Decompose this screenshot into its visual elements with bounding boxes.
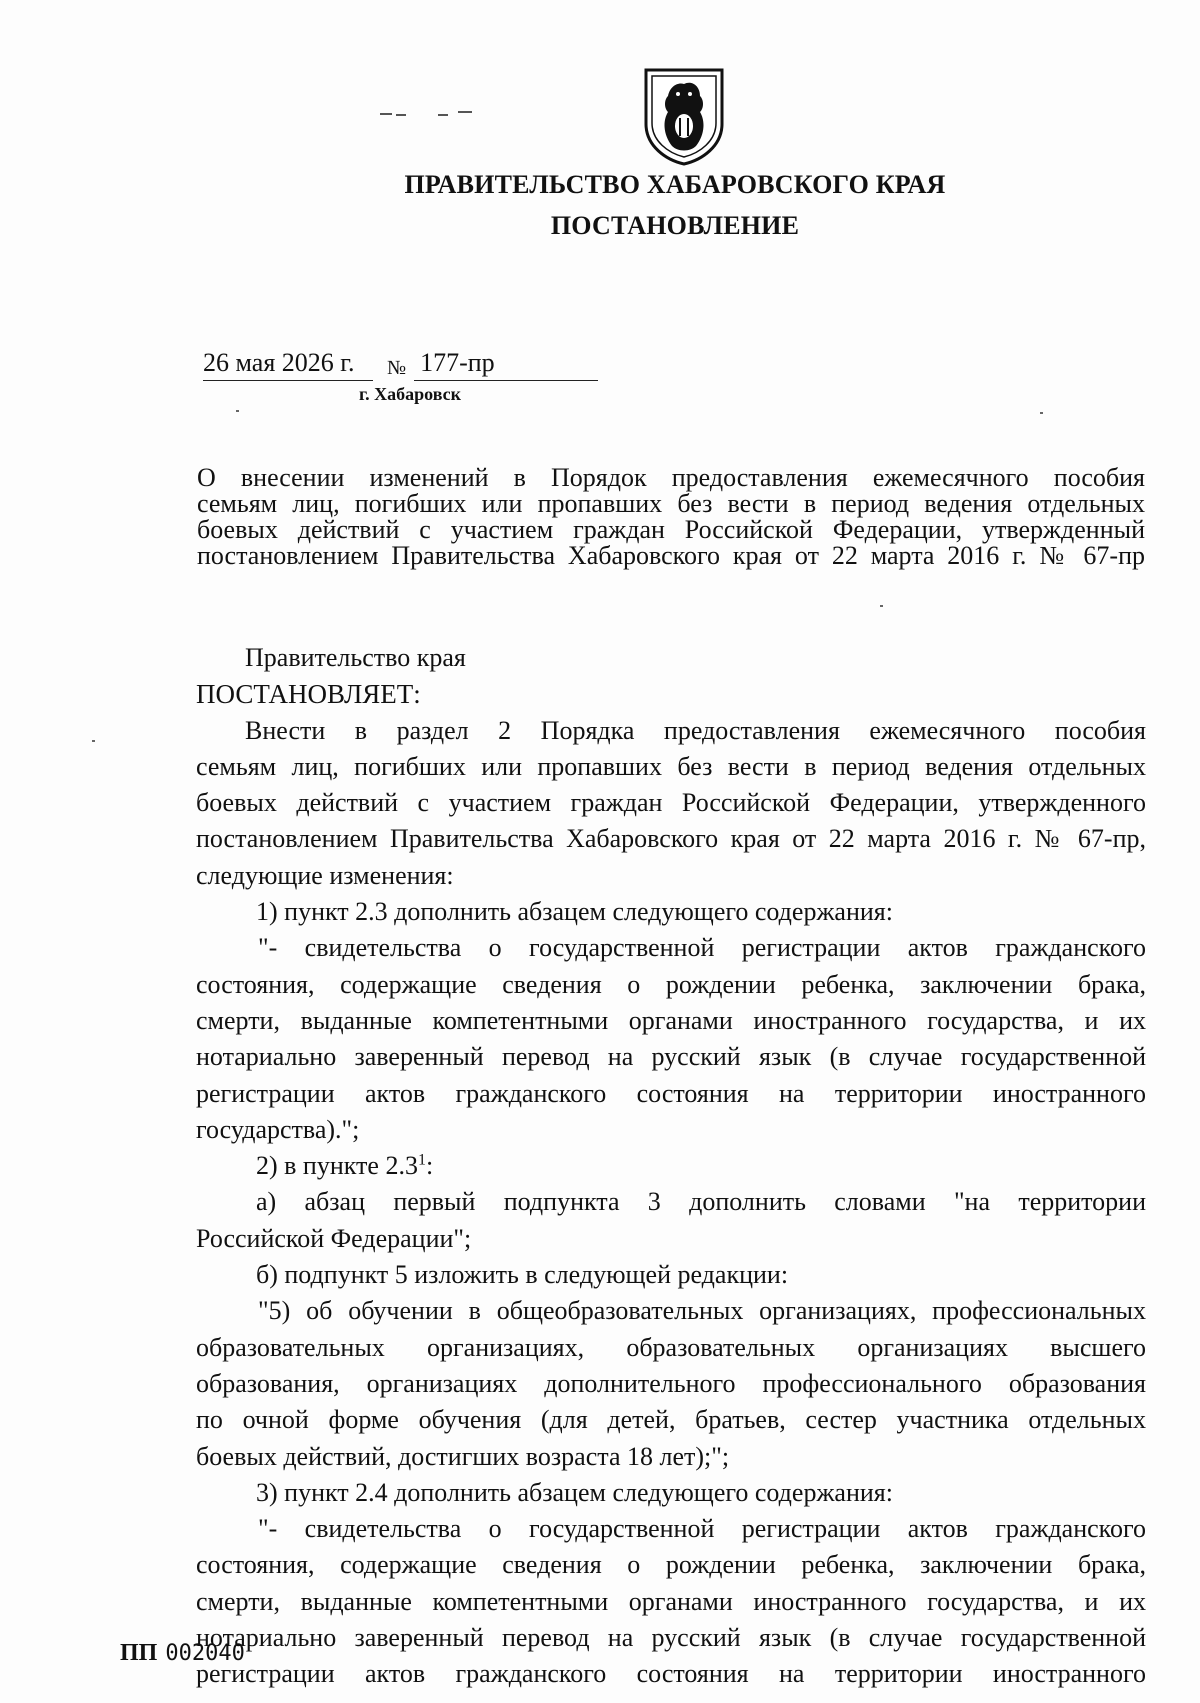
form-series: ПП — [120, 1640, 158, 1666]
document-date: 26 мая 2026 г. — [203, 348, 373, 381]
scan-artifact — [92, 740, 95, 742]
body-line: постановлением Правительства Хабаровского края от 22 марта 2016 г. № 67-пр, — [196, 824, 1146, 854]
scan-artifact — [1040, 412, 1043, 414]
body-line: нотариально заверенный перевод на русский язык (в случае государственной — [196, 1042, 1146, 1072]
body-line: состояния, содержащие сведения о рождении ребенка, заключении брака, — [196, 969, 1146, 999]
body-line: боевых действий, достигших возраста 18 лет);"; — [196, 1441, 730, 1471]
document-city: г. Хабаровск — [359, 384, 462, 404]
body-line-2-3 — [196, 1148, 1146, 1184]
scan-artifact — [438, 114, 448, 116]
body-line: состояния, содержащие сведения о рождении ребенка, заключении брака, — [196, 1550, 1146, 1580]
document-number: 177-пр — [414, 348, 598, 381]
scan-artifact — [380, 113, 392, 115]
scan-artifact — [396, 114, 406, 116]
body-line: Российской Федерации"; — [196, 1223, 472, 1253]
body-line: нотариально заверенный перевод на русский язык (в случае государственной — [196, 1623, 1146, 1653]
superscript: 1 — [417, 1151, 426, 1169]
body-line: "- свидетельства о государственной регистрации актов гражданского — [258, 933, 1146, 963]
scan-artifact — [458, 111, 472, 113]
subject-line: постановлением Правительства Хабаровского края от 22 марта 2016 г. № 67-пр — [197, 541, 1145, 570]
organization-name: ПРАВИТЕЛЬСТВО ХАБАРОВСКОГО КРАЯ — [404, 170, 946, 199]
document-type: ПОСТАНОВЛЕНИЕ — [550, 211, 800, 240]
scan-artifact — [236, 410, 239, 412]
body-line: боевых действий с участием граждан Российской Федерации, утвержденного — [196, 788, 1146, 818]
body-line: ПОСТАНОВЛЯЕТ: — [196, 679, 421, 710]
body-line: 1) пункт 2.3 дополнить абзацем следующего содержания: — [256, 897, 893, 927]
document-subject — [197, 465, 1145, 569]
body-line: образования, организациях дополнительного профессионального образования — [196, 1368, 1146, 1398]
body-line: регистрации актов гражданского состояния на территории иностранного — [196, 1078, 1146, 1108]
number-sign: № — [387, 357, 407, 379]
body-line: государства)."; — [196, 1114, 360, 1144]
body-line: б) подпункт 5 изложить в следующей редакции: — [256, 1260, 789, 1290]
body-line: а) абзац первый подпункта 3 дополнить словами "на территории — [256, 1187, 1146, 1217]
body-line: "5) об обучении в общеобразовательных организациях, профессиональных — [258, 1296, 1146, 1326]
body-line: следующие изменения: — [196, 860, 454, 890]
subject-line: боевых действий с участием граждан Российской Федерации, утвержденный — [197, 515, 1145, 544]
document-body — [196, 640, 1146, 1693]
scan-artifact — [880, 605, 883, 607]
body-line: Внести в раздел 2 Порядка предоставления ежемесячного пособия — [245, 715, 1146, 745]
coat-of-arms-emblem — [640, 66, 728, 166]
form-serial — [120, 1640, 245, 1667]
body-line: регистрации актов гражданского состояния на территории иностранного — [196, 1659, 1146, 1689]
body-line: смерти, выданные компетентными органами иностранного государства, и их — [196, 1005, 1146, 1035]
subject-line: О внесении изменений в Порядок предоставления ежемесячного пособия — [197, 463, 1145, 492]
body-line: по очной форме обучения (для детей, братьев, сестер участника отдельных — [196, 1405, 1146, 1435]
body-line-text: 2) в пункте 2.3 — [256, 1151, 418, 1181]
date-number-line — [203, 348, 598, 381]
body-line: семьям лиц, погибших или пропавших без вести в период ведения отдельных — [196, 751, 1146, 781]
body-line: 3) пункт 2.4 дополнить абзацем следующего содержания: — [256, 1477, 893, 1507]
body-line: образовательных организациях, образовательных организациях высшего — [196, 1332, 1146, 1362]
body-line: смерти, выданные компетентными органами иностранного государства, и их — [196, 1586, 1146, 1616]
form-serial-number: 002040 — [165, 1641, 245, 1666]
body-line: "- свидетельства о государственной регистрации актов гражданского — [258, 1514, 1146, 1544]
colon: : — [425, 1151, 434, 1181]
body-line: Правительство края — [245, 643, 466, 672]
subject-line: семьям лиц, погибших или пропавших без вести в период ведения отдельных — [197, 489, 1145, 518]
